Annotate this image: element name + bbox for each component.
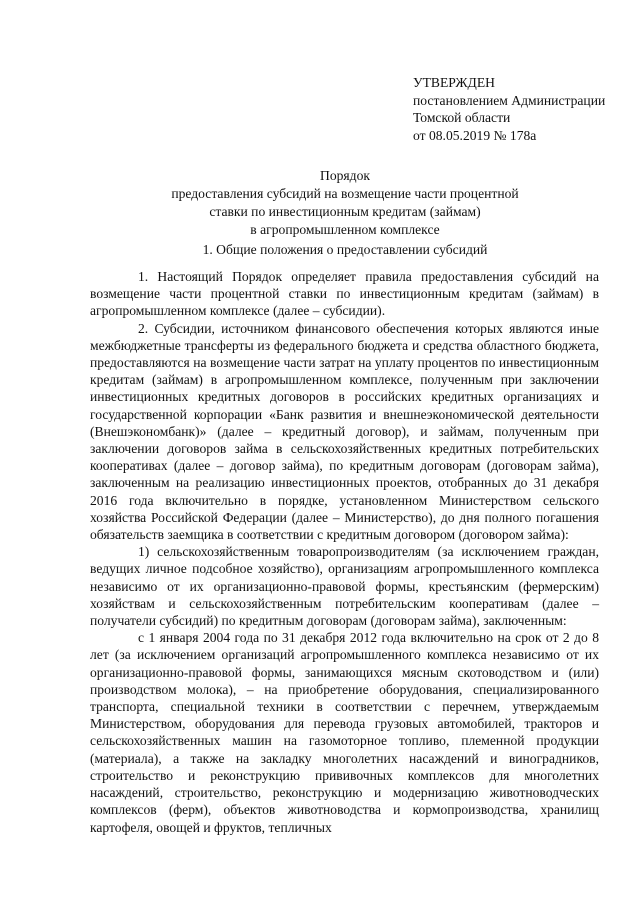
paragraph-2: 2. Субсидии, источником финансового обеспечения которых являются иные межбюджетные трансферты из федерального бюджета и средства областного бюджета, предоставляются на возмещение части затрат на уплату процентов по инвестиционным кредитам (займам) в агропромышленном комплексе, полученным при заключении инвестиционных кредитных договоров в российских кредитных организациях и государственной корпорации «Банк развития и внешнеэкономической деятельности (Внешэкономбанк)» (далее – кредитный договор), и займам, полученным при заключении договоров займа в сельскохозяйственных кредитных потребительских кооперативах (далее – договор займа), по кредитным договорам (договорам займа), заключенным на реализацию инвестиционных проектов, отобранных до 31 декабря 2016 года включительно в порядке, установленном Министерством сельского хозяйства Российской Федерации (далее – Министерство), до дня полного погашения обязательств заемщика в соответствии с кредитным договором (договором займа): (90, 320, 599, 543)
paragraph-1: 1. Настоящий Порядок определяет правила предоставления субсидий на возмещение части процентной ставки по инвестиционным кредитам (займам) в агропромышленном комплексе (далее – субсидии). (90, 269, 599, 319)
document-title (90, 167, 600, 239)
title-line-1: Порядок (320, 168, 370, 183)
paragraph-3: 1) сельскохозяйственным товаропроизводителям (за исключением граждан, ведущих личное подсобное хозяйство), организациям агропромышленного комплекса независимо от их организационно-правовой формы, крестьянским (фермерским) хозяйствам и сельскохозяйственным потребительским кооперативам (далее – получатели субсидий) по кредитным договорам (договорам займа), заключенным: (90, 544, 599, 629)
approval-date-number: от 08.05.2019 № 178а (413, 127, 537, 143)
approval-heading: УТВЕРЖДЕН (413, 75, 495, 90)
approval-decree: постановлением Администрации (413, 92, 606, 108)
section-heading: 1. Общие положения о предоставлении субсидий (202, 242, 488, 257)
paragraph-4: с 1 января 2004 года по 31 декабря 2012 года включительно на срок от 2 до 8 лет (за исключением организаций агропромышленного комплекса независимо от их организационно-правовой формы, занимающихся мясным скотоводством и (или) производством молока), – на приобретение оборудования, специализированного транспорта, специальной техники в соответствии с перечнем, утверждаемым Министерством, оборудования для перевода грузовых автомобилей, тракторов и сельскохозяйственных машин на газомоторное топливо, племенной продукции (материала), а также на закладку многолетних насаждений и виноградников, строительство и реконструкцию прививочных комплексов для многолетних насаждений, строительство, реконструкцию и модернизацию животноводческих комплексов (ферм), объектов животноводства и кормопроизводства, хранилищ картофеля, овощей и фруктов, тепличных (90, 630, 599, 835)
approval-stamp (413, 74, 633, 144)
title-line-4: в агропромышленном комплексе (250, 222, 440, 237)
title-line-3: ставки по инвестиционным кредитам (займам) (209, 204, 481, 219)
approval-region: Томской области (413, 110, 511, 125)
document-body (90, 268, 599, 836)
title-line-2: предоставления субсидий на возмещение части процентной (171, 186, 519, 201)
